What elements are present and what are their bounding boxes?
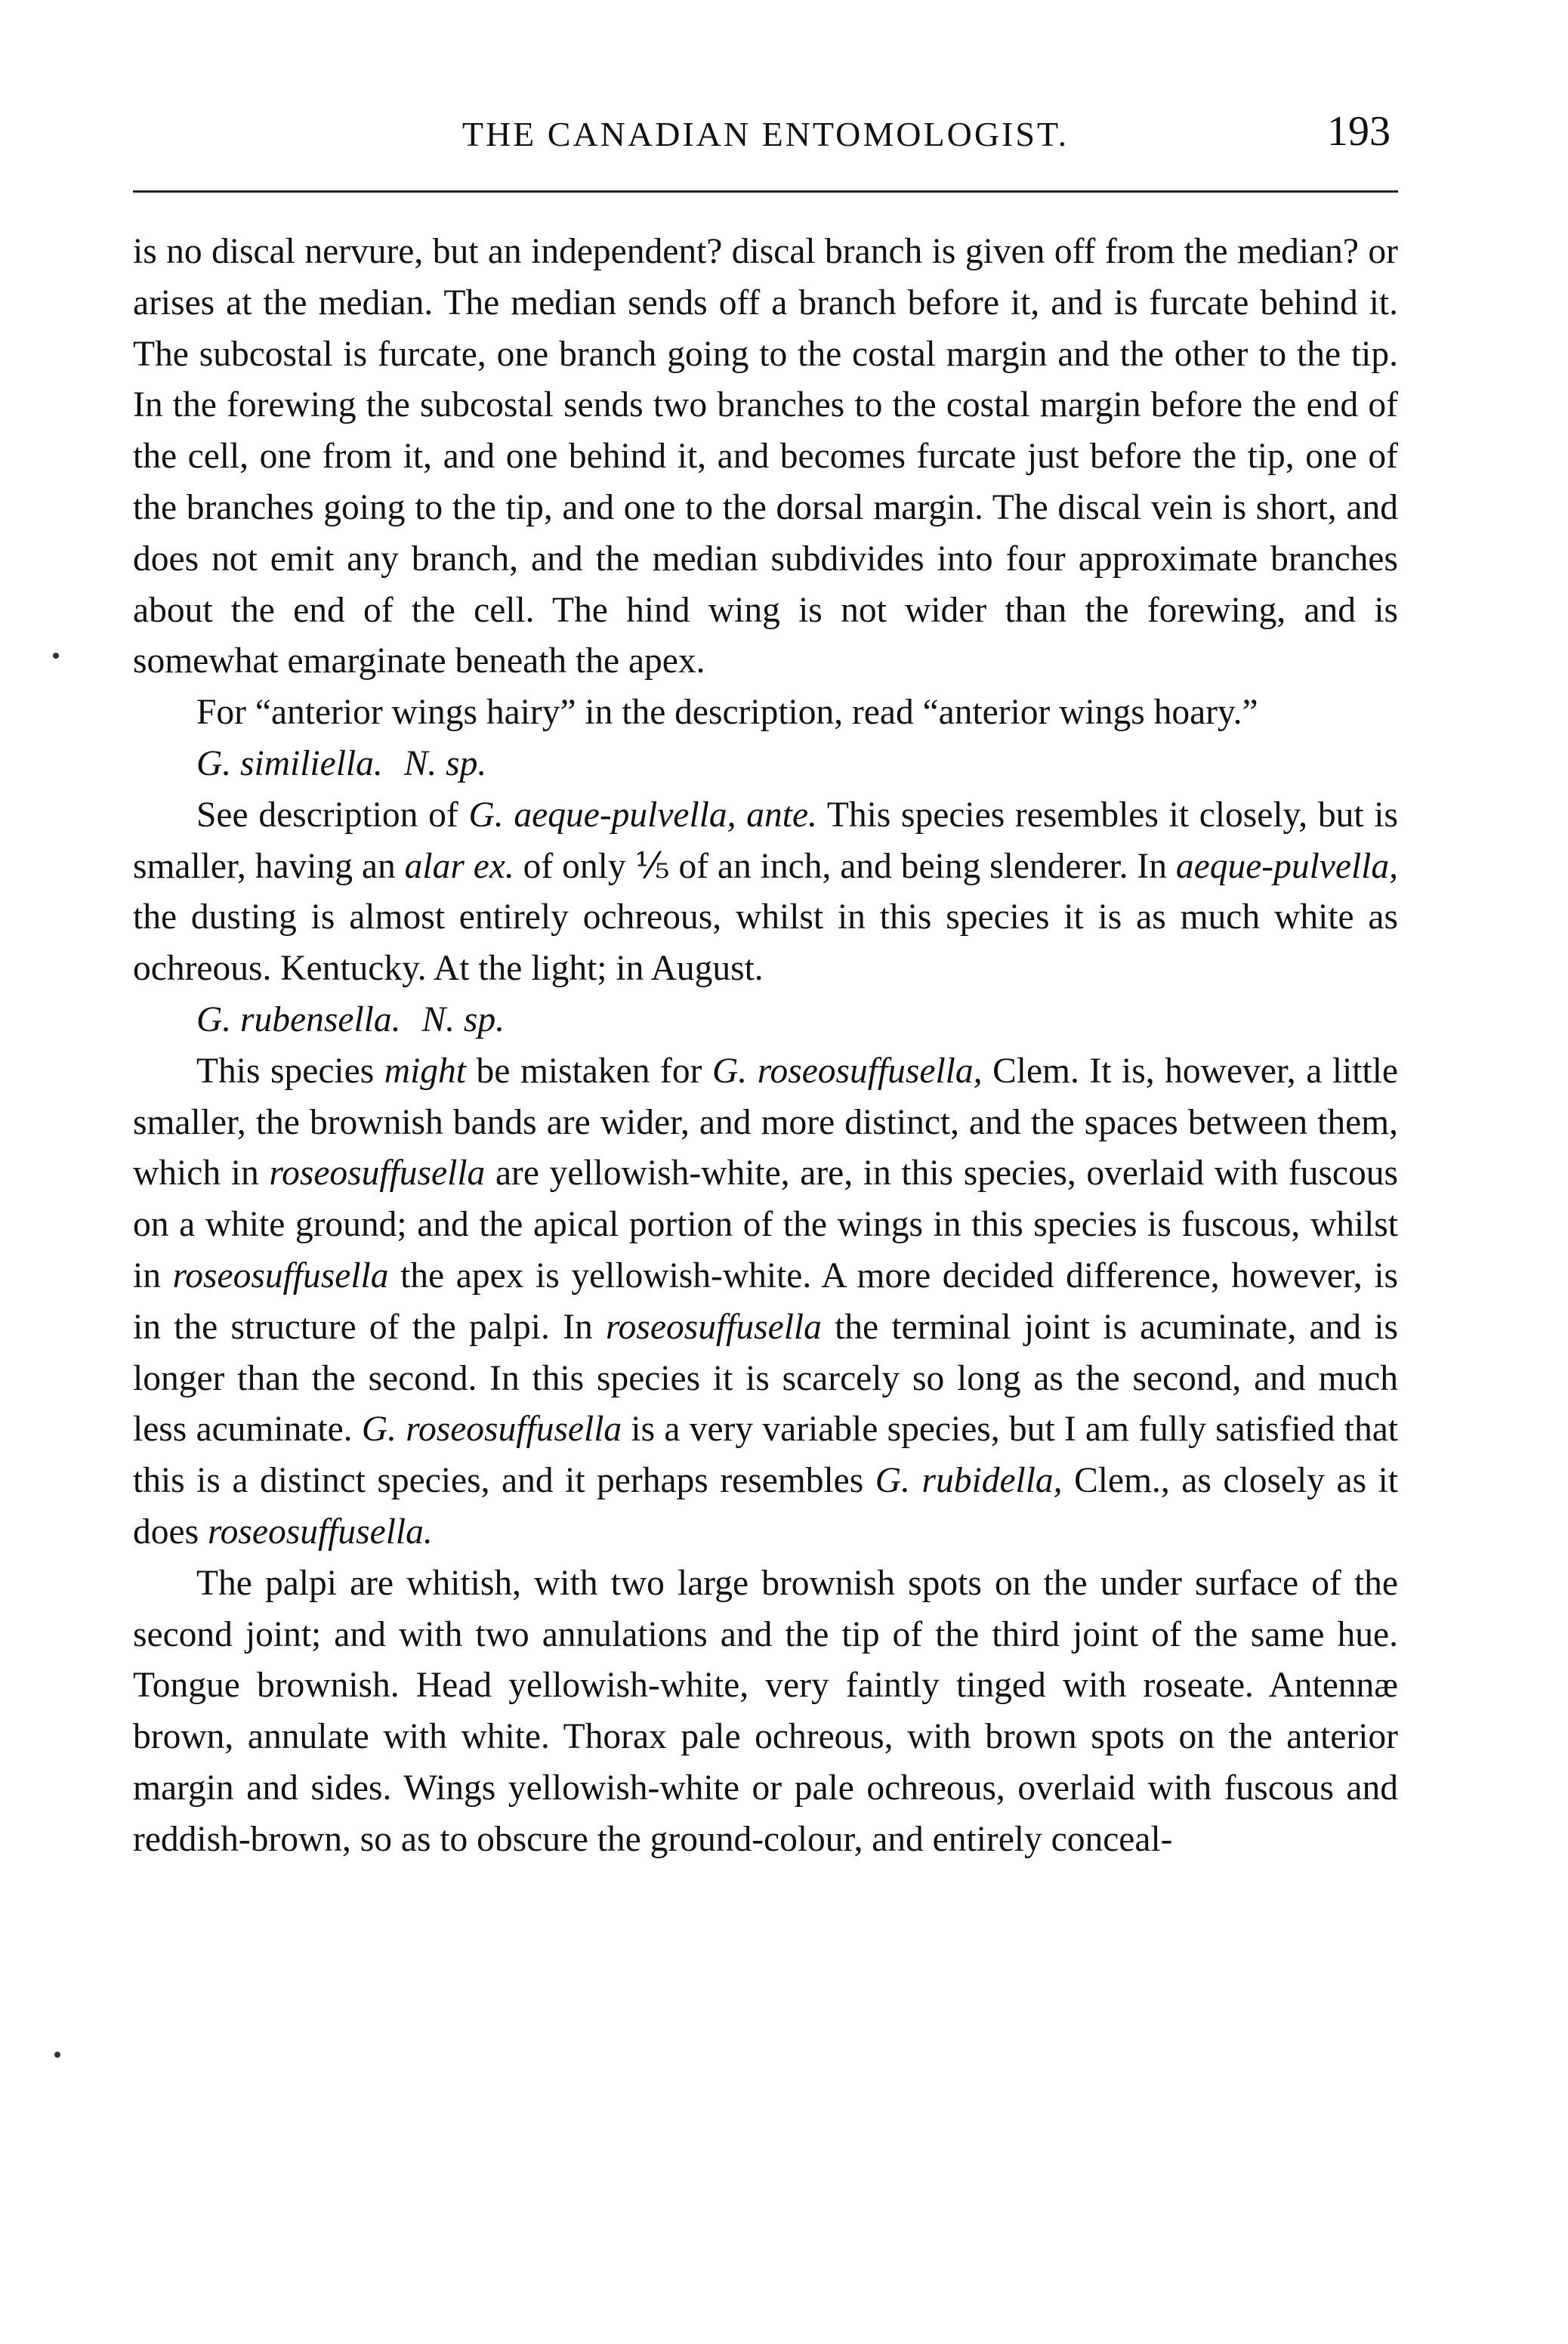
- paragraph-rubensella-comparison: [133, 1046, 1398, 1558]
- page-body: [133, 227, 1398, 1866]
- margin-mark: [54, 2052, 60, 2058]
- species-heading-rubensella: [133, 995, 1398, 1046]
- text-run: the dusting is almost entirely ochreous, whilst in this species it is as much white as ochreous. Kentucky. At the light; in August.: [133, 897, 1398, 989]
- text-run: be mistaken for: [465, 1051, 712, 1091]
- text-run: Clem., as closely as it does: [133, 1461, 1399, 1552]
- species-status: N. sp.: [421, 999, 505, 1039]
- header-rule: [133, 190, 1398, 193]
- species-reference: roseosuffusella: [269, 1153, 486, 1194]
- species-reference: G. rubidella,: [875, 1461, 1063, 1501]
- term-alar-expanse: alar ex.: [404, 846, 514, 886]
- text-run: the terminal joint is acuminate, and is longer than the second. In this species it is scarcely so long as the second, and much less acuminate.: [133, 1307, 1398, 1450]
- text-run: Clem. It is, however, a little smaller, the brownish bands are wider, and more distinct, and the spaces between them, which in: [133, 1051, 1398, 1194]
- text-run: This species: [196, 1051, 384, 1091]
- journal-title: THE CANADIAN ENTOMOLOGIST.: [461, 115, 1070, 153]
- species-heading-similiella: [133, 739, 1398, 790]
- species-reference: aeque-pulvella,: [1175, 846, 1398, 886]
- paragraph-rubensella-description: The palpi are whitish, with two large brownish spots on the under surface of the second joint; and with two annulations and the tip of the third joint of the same hue. Tongue brownish. Head yellowish-white, very faintly tinged with roseate. Antennæ brown, annulate with white. Thorax pale ochreous, with brown spots on the anterior margin and sides. Wings yellowish-white or pale ochreous, overlaid with fuscous and reddish-brown, so as to obscure the ground-colour, and entirely conceal-: [133, 1563, 1398, 1859]
- species-reference: G. roseosuffusella: [361, 1410, 622, 1450]
- emphasis: might: [384, 1051, 466, 1091]
- page-number: 193: [1327, 108, 1391, 155]
- species-reference: roseosuffusella.: [207, 1512, 433, 1552]
- species-reference: roseosuffusella: [605, 1307, 822, 1347]
- text-run: is a very variable species, but I am fully satisfied that this is a distinct species, and it perhaps resembles: [133, 1410, 1398, 1501]
- text-run: of only ⅕ of an inch, and being slenderer. In: [514, 846, 1176, 886]
- margin-mark: [53, 653, 59, 659]
- paragraph-similiella-description: [133, 790, 1398, 995]
- species-status: N. sp.: [403, 743, 487, 783]
- text-run: the apex is yellowish-white. A more decided difference, however, is in the structure of the palpi. In: [133, 1255, 1399, 1347]
- species-reference: G. roseosuffusella,: [711, 1051, 983, 1091]
- species-reference: roseosuffusella: [172, 1255, 389, 1296]
- text-run: are yellowish-white, are, in this species, overlaid with fuscous on a white ground; and the apical portion of the wings in this species is fuscous, whilst in: [133, 1153, 1398, 1296]
- species-reference: G. aeque-pulvella, ante.: [468, 795, 817, 835]
- paragraph-wing-venation: is no discal nervure, but an independent? discal branch is given off from the median? or arises at the median. The median sends off a branch before it, and is furcate behind it. The subcostal is furcate, one branch going to the costal margin and the other to the tip. In the forewing the subcostal sends two branches to the costal margin before the end of the cell, one from it, and one behind it, and becomes furcate just before the tip, one of the branches going to the tip, and one to the dorsal margin. The discal vein is short, and does not emit any branch, and the median subdivides into four approximate branches about the end of the cell. The hind wing is not wider than the forewing, and is somewhat emarginate beneath the apex.: [133, 232, 1398, 681]
- species-name: G. similiella.: [196, 743, 383, 783]
- running-header: [133, 108, 1398, 172]
- species-name: G. rubensella.: [196, 999, 401, 1039]
- text-run: This species resembles it closely, but is smaller, having an: [133, 795, 1398, 886]
- paragraph-correction: For “anterior wings hairy” in the description, read “anterior wings hoary.”: [196, 693, 1258, 733]
- text-run: See description of: [196, 795, 469, 835]
